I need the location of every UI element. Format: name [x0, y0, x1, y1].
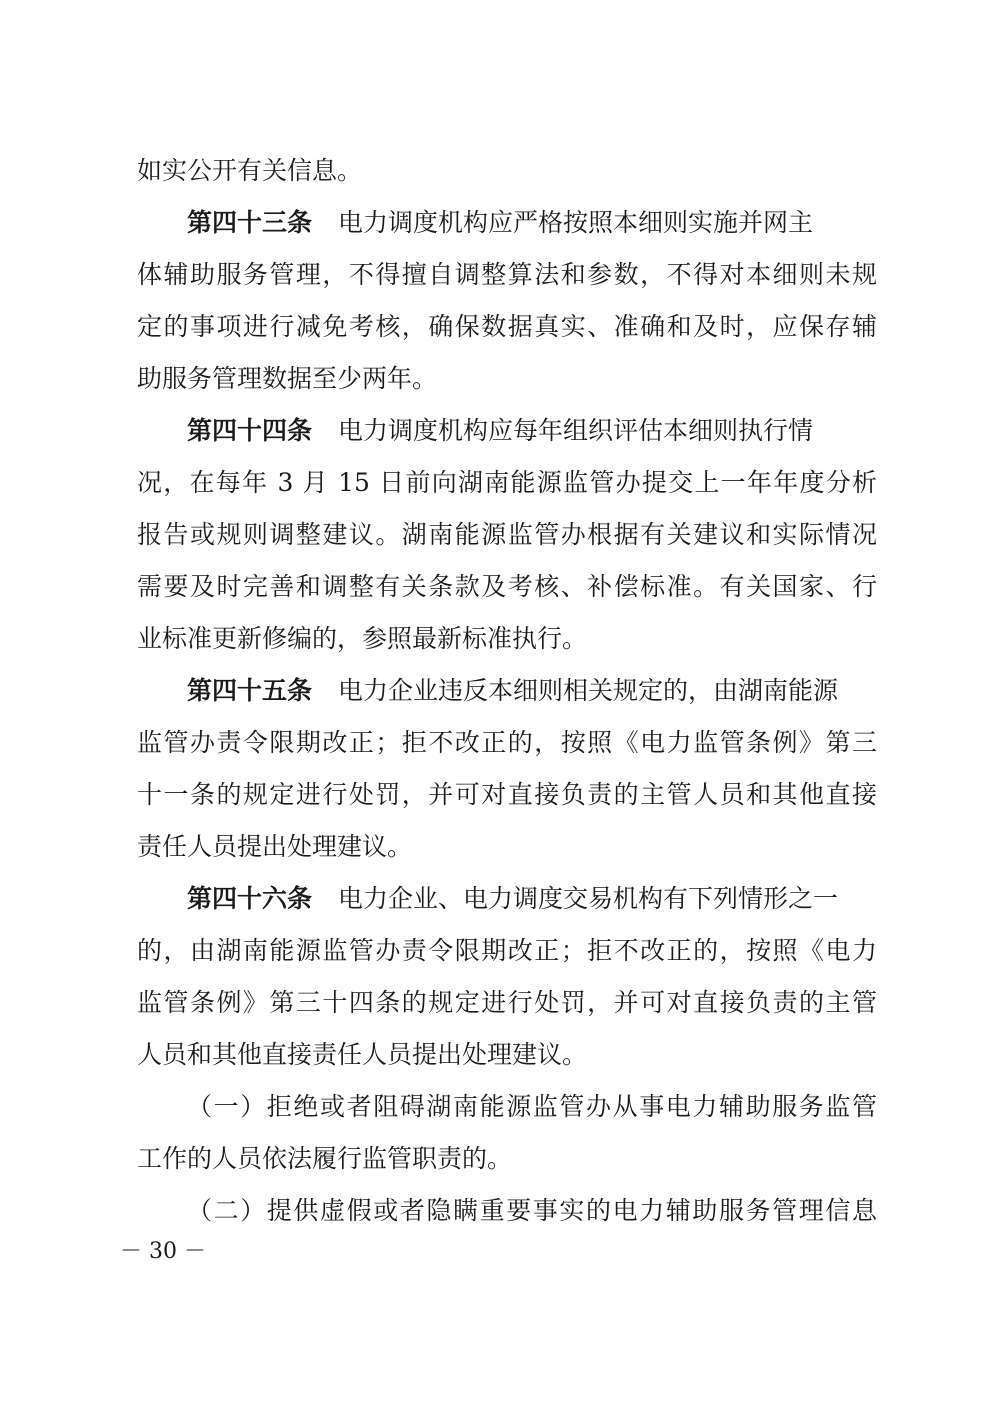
article-45-label: 第四十五条 [187, 676, 313, 705]
article-44-label: 第四十四条 [187, 416, 313, 445]
paragraph-line: 十一条的规定进行处罚，并可对直接负责的主管人员和其他直接 [137, 780, 877, 809]
paragraph-line: 工作的人员依法履行监管职责的。 [137, 1144, 513, 1173]
clause-2-first-line: （二）提供虚假或者隐瞒重要事实的电力辅助服务管理信息 [187, 1196, 877, 1225]
paragraph-line: 监管条例》第三十四条的规定进行处罚，并可对直接负责的主管 [137, 988, 877, 1017]
paragraph-line: 监管办责令限期改正；拒不改正的，按照《电力监管条例》第三 [137, 728, 877, 757]
paragraph-line: 体辅助服务管理，不得擅自调整算法和参数，不得对本细则未规 [137, 260, 877, 289]
page-number: － 30 － [120, 1239, 206, 1264]
clause-1-first-line: （一）拒绝或者阻碍湖南能源监管办从事电力辅助服务监管 [187, 1092, 877, 1121]
article-43-first-line [187, 203, 877, 243]
paragraph-line: 的，由湖南能源监管办责令限期改正；拒不改正的，按照《电力 [137, 936, 877, 965]
article-43-label: 第四十三条 [187, 208, 313, 237]
article-44-text: 电力调度机构应每年组织评估本细则执行情 [338, 416, 814, 445]
article-46-first-line [187, 879, 877, 919]
paragraph-line: 如实公开有关信息。 [137, 156, 363, 185]
paragraph-line: 况，在每年 3 月 15 日前向湖南能源监管办提交上一年年度分析 [137, 468, 877, 497]
article-45-first-line [187, 671, 877, 711]
article-46-text: 电力企业、电力调度交易机构有下列情形之一 [338, 884, 839, 913]
paragraph-line: 需要及时完善和调整有关条款及考核、补偿标准。有关国家、行 [137, 572, 877, 601]
paragraph-line: 助服务管理数据至少两年。 [137, 364, 438, 393]
article-46-label: 第四十六条 [187, 884, 313, 913]
article-43-text: 电力调度机构应严格按照本细则实施并网主 [338, 208, 814, 237]
paragraph-line: 报告或规则调整建议。湖南能源监管办根据有关建议和实际情况 [137, 520, 877, 549]
paragraph-line: 定的事项进行减免考核，确保数据真实、准确和及时，应保存辅 [137, 312, 877, 341]
article-45-text: 电力企业违反本细则相关规定的，由湖南能源 [338, 676, 839, 705]
paragraph-line: 责任人员提出处理建议。 [137, 832, 413, 861]
paragraph-line: 人员和其他直接责任人员提出处理建议。 [137, 1040, 588, 1069]
article-44-first-line [187, 411, 877, 451]
paragraph-line: 业标准更新修编的，参照最新标准执行。 [137, 624, 588, 653]
